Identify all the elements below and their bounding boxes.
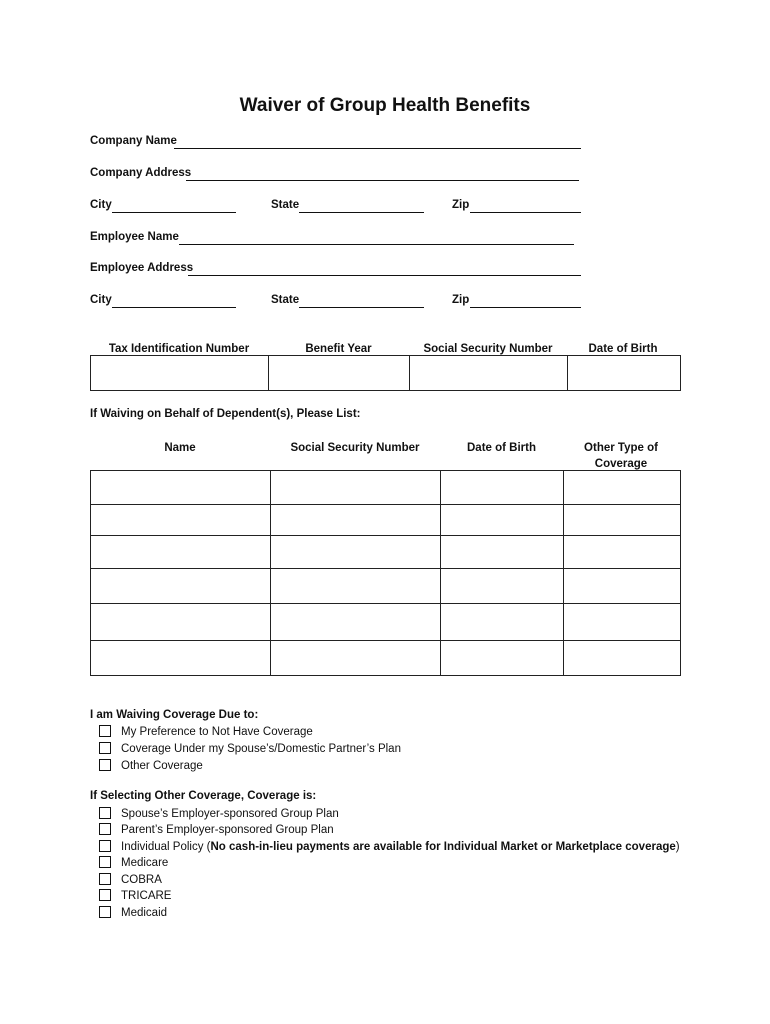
dep-ssn-cell[interactable] [271,641,441,676]
employee-zip-label: Zip [452,294,470,306]
employee-city-field[interactable] [112,294,236,308]
dep-ssn-cell[interactable] [271,471,441,505]
dep-ssn-cell[interactable] [271,536,441,569]
employee-state-label: State [271,294,300,306]
employee-city-label: City [90,294,112,306]
table-row [91,471,681,505]
employee-name-field[interactable] [179,231,574,245]
dep-coverage-cell[interactable] [564,471,681,505]
dob-cell[interactable] [568,356,681,391]
dep-name-cell[interactable] [91,604,271,641]
ssn-cell[interactable] [410,356,568,391]
dob-header: Date of Birth [588,343,658,355]
coverage-option [99,872,162,888]
company-name-field[interactable] [174,135,581,149]
dependents-table [90,470,681,676]
coverage-option [99,888,171,904]
checkbox-spouse-employer[interactable] [99,807,111,819]
dep-ssn-header: Social Security Number [290,442,420,454]
checkbox-individual-policy[interactable] [99,840,111,852]
employee-state-field[interactable] [299,294,424,308]
employee-zip-field[interactable] [470,294,581,308]
dep-coverage-cell[interactable] [564,641,681,676]
other-coverage-heading: If Selecting Other Coverage, Coverage is: [90,790,317,802]
dep-dob-cell[interactable] [441,536,564,569]
option-label: Parent’s Employer-sponsored Group Plan [121,824,334,836]
dep-coverage-cell[interactable] [564,569,681,604]
coverage-option [99,839,680,855]
employee-name-label: Employee Name [90,231,179,243]
checkbox-tricare[interactable] [99,889,111,901]
dep-dob-cell[interactable] [441,505,564,536]
waiving-option [99,758,203,774]
option-label: COBRA [121,874,162,886]
option-label: Coverage Under my Spouse’s/Domestic Partner’s Plan [121,743,401,755]
tax-id-header: Tax Identification Number [108,343,250,355]
dep-coverage-cell[interactable] [564,505,681,536]
employee-address-field[interactable] [188,262,581,276]
company-zip-field[interactable] [470,199,581,213]
employee-info-table [90,355,681,391]
coverage-option [99,855,168,871]
form-title: Waiver of Group Health Benefits [239,95,531,116]
table-row [91,569,681,604]
company-state-label: State [271,199,300,211]
checkbox-cobra[interactable] [99,873,111,885]
dep-name-cell[interactable] [91,471,271,505]
benefit-year-header: Benefit Year [305,343,372,355]
coverage-option [99,806,339,822]
company-city-field[interactable] [112,199,236,213]
option-label: Individual Policy ( [121,841,211,853]
table-row [91,641,681,676]
option-label: Medicaid [121,907,168,919]
employee-address-label: Employee Address [90,262,194,274]
dep-name-cell[interactable] [91,641,271,676]
dep-ssn-cell[interactable] [271,569,441,604]
dep-name-cell[interactable] [91,536,271,569]
dep-other-coverage-header: Other Type of Coverage [584,442,658,470]
dep-coverage-cell[interactable] [564,604,681,641]
coverage-option [99,822,334,838]
option-label: My Preference to Not Have Coverage [121,726,313,738]
company-address-field[interactable] [186,167,579,181]
table-row [91,604,681,641]
dep-name-cell[interactable] [91,505,271,536]
benefit-year-cell[interactable] [269,356,410,391]
table-row [91,536,681,569]
waiving-reason-heading: I am Waiving Coverage Due to: [90,709,259,721]
waiving-option [99,741,401,757]
tax-id-cell[interactable] [91,356,269,391]
option-label: TRICARE [121,890,172,902]
option-label: Spouse’s Employer-sponsored Group Plan [121,808,339,820]
dep-dob-cell[interactable] [441,471,564,505]
option-label: Other Coverage [121,760,203,772]
checkbox-no-coverage[interactable] [99,725,111,737]
checkbox-parent-employer[interactable] [99,823,111,835]
dep-ssn-cell[interactable] [271,604,441,641]
option-label: Medicare [121,857,169,869]
dep-dob-header: Date of Birth [467,442,536,454]
dep-dob-cell[interactable] [441,641,564,676]
checkbox-medicaid[interactable] [99,906,111,918]
individual-policy-close: ) [675,841,680,853]
dep-name-header: Name [164,442,196,454]
company-city-label: City [90,199,112,211]
dep-name-cell[interactable] [91,569,271,604]
company-address-label: Company Address [90,167,192,179]
dep-dob-cell[interactable] [441,569,564,604]
ssn-header: Social Security Number [423,343,553,355]
checkbox-medicare[interactable] [99,856,111,868]
individual-policy-note: No cash-in-lieu payments are available for Individual Market or Marketplace coverage [210,841,676,853]
dep-ssn-cell[interactable] [271,505,441,536]
waiving-option [99,724,313,740]
coverage-option [99,905,167,921]
table-row [91,505,681,536]
dependents-heading: If Waiving on Behalf of Dependent(s), Please List: [90,408,361,420]
dep-coverage-cell[interactable] [564,536,681,569]
checkbox-spouse-plan[interactable] [99,742,111,754]
dep-dob-cell[interactable] [441,604,564,641]
checkbox-other-coverage[interactable] [99,759,111,771]
company-zip-label: Zip [452,199,470,211]
company-state-field[interactable] [299,199,424,213]
company-name-label: Company Name [90,135,177,147]
